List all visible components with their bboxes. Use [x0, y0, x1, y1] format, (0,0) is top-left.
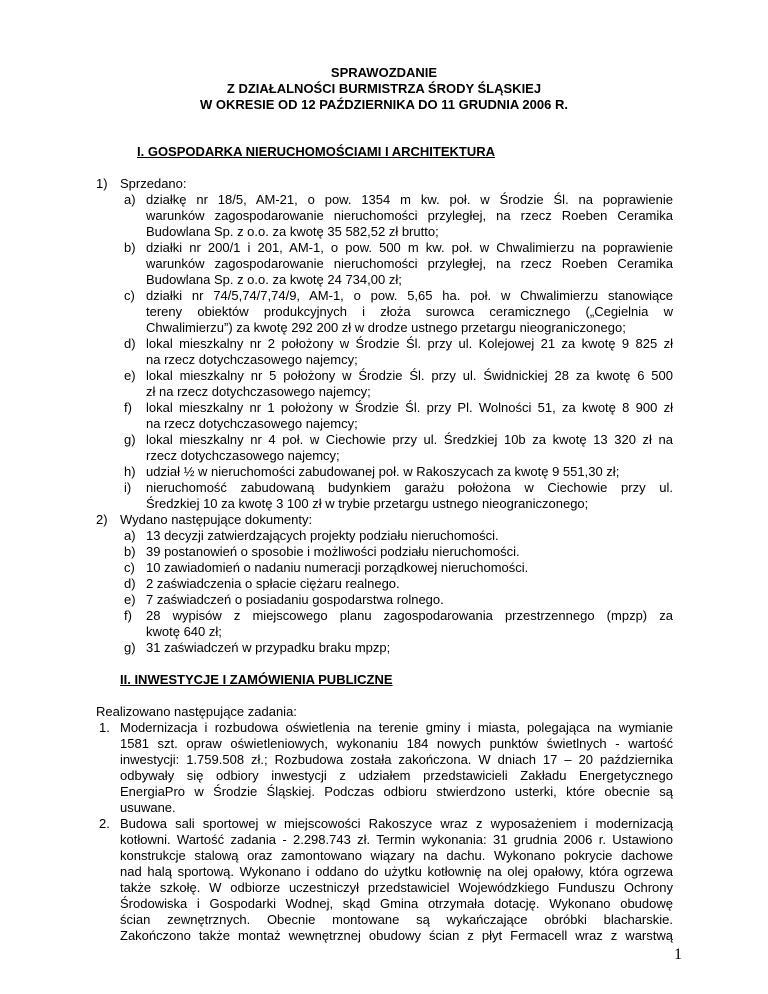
item-2b-line: 39 postanowień o sposobie i możliwości podziału nieruchomości.: [146, 544, 520, 559]
item-2e-line: 7 zaświadczeń o posiadaniu gospodarstwa rolnego.: [146, 592, 444, 607]
item-1a-line: Budowlana Sp. z o.o. za kwotę 35 582,52 zł brutto;: [146, 224, 439, 239]
task-1-line: Modernizacja i rozbudowa oświetlenia na terenie gminy i miasta, polegająca na wymianie: [120, 720, 673, 735]
task-1-line: usuwane.: [120, 800, 176, 815]
item-1f-marker: f): [124, 400, 132, 415]
item-1h-line: udział ½ w nieruchomości zabudowanej poł. w Rakoszycach za kwotę 9 551,30 zł;: [146, 464, 620, 479]
item-2g-marker: g): [124, 640, 136, 655]
item-1i-line: Średzkiej 10 za kwotę 3 100 zł w trybie przetargu ustnego nieograniczonego;: [146, 496, 589, 511]
item-1i-line: nieruchomość zabudowaną budynkiem garażu położona w Ciechowie przy ul.: [146, 480, 673, 495]
item-1c-line: tereny obiektów produkcyjnych i złoża surowca ceramicznego („Cegielnia w: [146, 304, 673, 319]
item-1b-marker: b): [124, 240, 136, 255]
item-1d-line: lokal mieszkalny nr 2 położony w Środzie Śl. przy ul. Kolejowej 21 za kwotę 9 825 zł: [146, 336, 673, 351]
item-1g-line: rzecz dotychczasowego najemcy;: [146, 448, 340, 463]
item-1d-marker: d): [124, 336, 136, 351]
task-2-line: konstrukcje stalową oraz zamontowano wiązary na dachu. Wykonano pokrycie dachowe: [120, 848, 673, 863]
item-2c-line: 10 zawiadomień o nadaniu numeracji porządkowej nieruchomości.: [146, 560, 529, 575]
task-2-line: Budowa sali sportowej w miejscowości Rakoszyce wraz z wyposażeniem i modernizacją: [120, 816, 673, 831]
item-1d-line: na rzecz dotychczasowego najemcy;: [146, 352, 358, 367]
item-1a-line: warunków zagospodarowanie nieruchomości przyległej, na rzecz Roeben Ceramika: [146, 208, 673, 223]
item-2d-marker: d): [124, 576, 136, 591]
item-1e-line: lokal mieszkalny nr 5 położony w Środzie Śl. przy ul. Świdnickiej 28 za kwotę 6 500: [146, 368, 673, 383]
item-1b-line: działki nr 200/1 i 201, AM-1, o pow. 500 m kw. poł. w Chwalimierzu na poprawienie: [146, 240, 673, 255]
task-2-line: Środowiska i Gospodarki Wodnej, skąd Gmina otrzymała dotację. Wykonano obudowę: [120, 896, 673, 911]
item-2-label: Wydano następujące dokumenty:: [120, 512, 313, 527]
item-1c-marker: c): [124, 288, 135, 303]
item-2f-marker: f): [124, 608, 132, 623]
task-1-line: inwestycji: 1.759.508 zł.; Rozbudowa została zakończona. W dniach 17 – 20 października: [120, 752, 673, 767]
task-2-line: także szkołę. W odbiorze uczestniczył przedstawiciel Wojewódzkiego Funduszu Ochrony: [120, 880, 673, 895]
item-2b-marker: b): [124, 544, 136, 559]
item-1e-line: zł na rzecz dotychczasowego najemcy;: [146, 384, 371, 399]
item-2a-line: 13 decyzji zatwierdzających projekty podziału nieruchomości.: [146, 528, 499, 543]
item-2c-marker: c): [124, 560, 135, 575]
item-1e-marker: e): [124, 368, 136, 383]
item-1f-line: lokal mieszkalny nr 1 położony w Środzie Śl. przy Pl. Wolności 51, za kwotę 8 900 zł: [146, 400, 673, 415]
item-2a-marker: a): [124, 528, 136, 543]
item-1h-marker: h): [124, 464, 136, 479]
item-1c-line: Chwalimierzu”) za kwotę 292 200 zł w drodze ustnego przetargu nieograniczonego;: [146, 320, 626, 335]
task-1-line: odbywały się odbiory inwestycji z udziałem przedstawicieli Zakładu Energetycznego: [120, 768, 673, 783]
section-2-intro: Realizowano następujące zadania:: [96, 704, 297, 719]
document-title-line-3: W OKRESIE OD 12 PAŹDZIERNIKA DO 11 GRUDNIA 2006 R.: [200, 97, 568, 112]
item-2d-line: 2 zaświadczenia o spłacie ciężaru realnego.: [146, 576, 400, 591]
document-title-line-1: SPRAWOZDANIE: [330, 65, 438, 80]
item-2e-marker: e): [124, 592, 136, 607]
item-2g-line: 31 zaświadczeń w przypadku braku mpzp;: [146, 640, 391, 655]
task-1-line: 1581 szt. opraw oświetleniowych, wykonaniu 184 nowych punktów świetlnych - wartość: [120, 736, 673, 751]
item-2f-line: kwotę 640 zł;: [146, 624, 222, 639]
item-1b-line: warunków zagospodarowanie nieruchomości przyległej, na rzecz Roeben Ceramika: [146, 256, 673, 271]
section-2-heading: II. INWESTYCJE I ZAMÓWIENIA PUBLICZNE: [120, 672, 393, 687]
item-1a-marker: a): [124, 192, 136, 207]
document-title-line-2: Z DZIAŁALNOŚCI BURMISTRZA ŚRODY ŚLĄSKIEJ: [226, 81, 542, 96]
item-1-marker: 1): [96, 176, 108, 191]
item-1-label: Sprzedano:: [120, 176, 187, 191]
task-2-line: ścian zewnętrznych. Obecnie montowane są wykańczające obróbki blacharskie.: [120, 912, 673, 927]
task-2-line: nad halą sportową. Wykonano i oddano do użytku kotłownię na olej opałowy, która ogrzewa: [120, 864, 673, 879]
item-1g-line: lokal mieszkalny nr 4 poł. w Ciechowie przy ul. Średzkiej 10b za kwotę 13 320 zł na: [146, 432, 673, 447]
item-2f-line: 28 wypisów z miejscowego planu zagospodarowania przestrzennego (mpzp) za: [146, 608, 673, 623]
page-number: 1: [674, 946, 682, 963]
task-2-line: Zakończono także montaż wewnętrznej obudowy ścian z płyt Fermacell wraz z warstwą: [120, 928, 673, 943]
item-1g-marker: g): [124, 432, 136, 447]
task-1-line: EnergiaPro w Środzie Śląskiej. Podczas odbioru stwierdzono usterki, które obecnie są: [120, 784, 673, 799]
item-1f-line: na rzecz dotychczasowego najemcy;: [146, 416, 358, 431]
task-2-marker: 2.: [99, 816, 110, 831]
item-1a-line: działkę nr 18/5, AM-21, o pow. 1354 m kw. poł. w Środzie Śl. na poprawienie: [146, 192, 673, 207]
task-1-marker: 1.: [99, 720, 110, 735]
item-2-marker: 2): [96, 512, 108, 527]
task-2-line: kotłowni. Wartość zadania - 2.298.743 zł. Termin wykonania: 31 grudnia 2006 r. Ustawiono: [120, 832, 673, 847]
section-1-heading: I. GOSPODARKA NIERUCHOMOŚCIAMI I ARCHITEKTURA: [137, 144, 495, 159]
item-1b-line: Budowlana Sp. z o.o. za kwotę 24 734,00 zł;: [146, 272, 402, 287]
item-1c-line: działki nr 74/5,74/7,74/9, AM-1, o pow. 5,65 ha. poł. w Chwalimierzu stanowiące: [146, 288, 673, 303]
item-1i-marker: i): [124, 480, 132, 495]
